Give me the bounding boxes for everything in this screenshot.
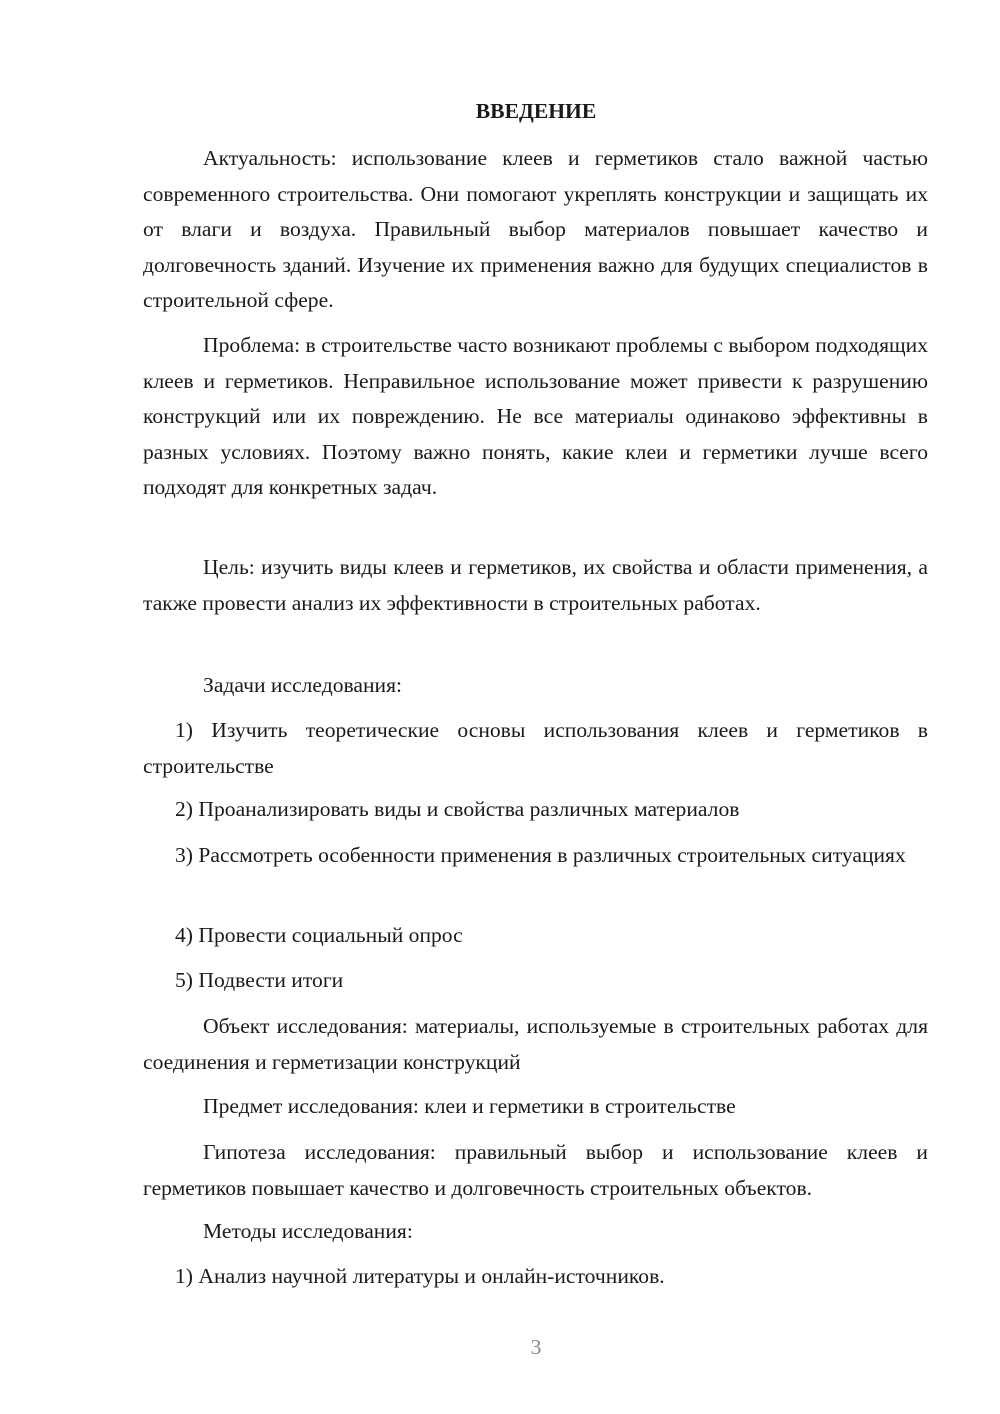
task-item-2: 2) Проанализировать виды и свойства различных материалов: [175, 797, 740, 821]
task-item-5: 5) Подвести итоги: [175, 968, 344, 992]
paragraph-hypothesis: Гипотеза исследования: правильный выбор и использование клеев и герметиков повышает качество и долговечность строительных объектов.: [143, 1140, 928, 1200]
method-item-1: 1) Анализ научной литературы и онлайн-источников.: [175, 1264, 665, 1288]
task-item-3: 3) Рассмотреть особенности применения в различных строительных ситуациях: [175, 843, 906, 867]
paragraph-tasks-heading: Задачи исследования:: [203, 673, 403, 697]
task-item-4: 4) Провести социальный опрос: [175, 923, 463, 947]
paragraph-subject: Предмет исследования: клеи и герметики в строительстве: [203, 1094, 736, 1118]
task-item-1: 1) Изучить теоретические основы использования клеев и герметиков в строительстве: [143, 718, 928, 778]
paragraph-problem: Проблема: в строительстве часто возникают проблемы с выбором подходящих клеев и герметиков. Неправильное использование может привести к разрушению конструкций или их повреждению. Не все материалы одинаково эффективны в разных условиях. Поэтому важно понять, какие клеи и герметики лучше всего подходят для конкретных задач.: [143, 333, 928, 499]
page-number: 3: [530, 1335, 542, 1359]
paragraph-object: Объект исследования: материалы, используемые в строительных работах для соединения и герметизации конструкций: [143, 1014, 928, 1074]
paragraph-relevance: Актуальность: использование клеев и герметиков стало важной частью современного строительства. Они помогают укреплять конструкции и защищать их от влаги и воздуха. Правильный выбор материалов повышает качество и долговечность зданий. Изучение их применения важно для будущих специалистов в строительной сфере.: [143, 146, 928, 312]
paragraph-goal: Цель: изучить виды клеев и герметиков, их свойства и области применения, а также провести анализ их эффективности в строительных работах.: [143, 555, 928, 615]
paragraph-methods-heading: Методы исследования:: [203, 1219, 413, 1243]
section-title: ВВЕДЕНИЕ: [475, 99, 597, 123]
